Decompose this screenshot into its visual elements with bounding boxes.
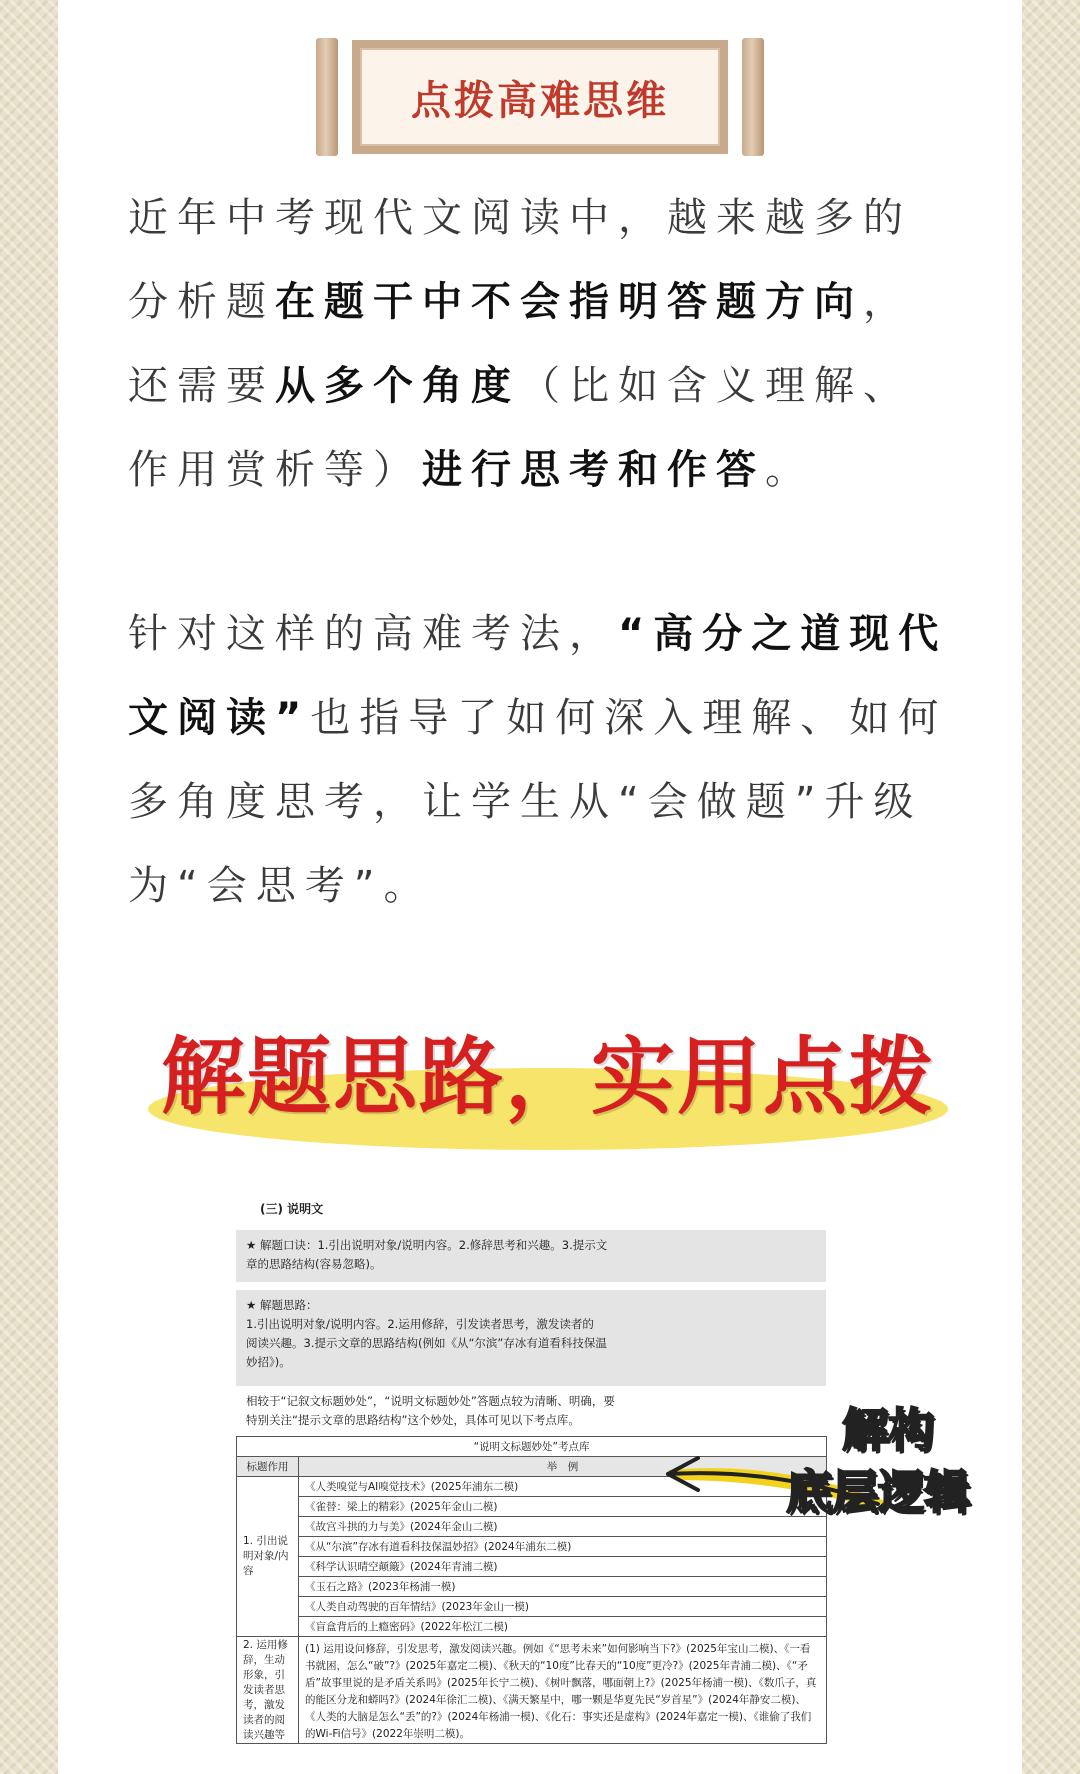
table-row <box>237 1537 827 1557</box>
row-group-label: 2. 运用修辞，生动形象，引发读者思考，激发读者的阅读兴趣等 <box>237 1637 299 1744</box>
body-line: 相较于“记叙文标题妙处”，“说明文标题妙处”答题点较为清晰、明确，要 <box>246 1394 615 1408</box>
table-cell: 《玉石之路》(2023年杨浦一模) <box>299 1577 827 1597</box>
table-header: 标题作用 <box>237 1457 299 1477</box>
table-cell: (1) 运用设问修辞，引发思考，激发阅读兴趣。例如《“思考未来”如何影响当下?》(2025年宝山二模)、《一看书就困，怎么“破”?》(2025年嘉定二模)、《秋天的“10度”比春天的“10度”更冷?》(2025年青浦二模)、《“矛盾”故事里说的是矛盾关系吗》(2025年长宁二模)、《树叶飘落，哪面朝上?》(2025年杨浦一模)、《数爪子，真的能区分龙和蟒吗?》(2024年徐汇二模)、《满天繁星中，哪一颗是华夏先民“岁首星”》(2024年静安二模)、《人类的大脑是怎么“丢”的?》(2024年杨浦一模)、《化石：事实还是虚构》(2024年嘉定一模)、《谁偷了我们的Wi-Fi信号》(2022年崇明二模)。 <box>299 1637 827 1744</box>
p2-text-a: 针对这样的高难考法， <box>128 611 618 657</box>
scan-body-text <box>236 1392 826 1430</box>
table-cell: 《人类嗅觉与AI嗅觉技术》(2025年浦东二模) <box>299 1477 827 1497</box>
banner-frame <box>352 40 728 154</box>
table-header: 举 例 <box>299 1457 827 1477</box>
paragraph-2 <box>128 592 948 928</box>
table-caption: “说明文标题妙处”考点库 <box>237 1437 827 1457</box>
table-cell: 《盲盒背后的上瘾密码》(2022年松江二模) <box>299 1617 827 1637</box>
right-border-pattern <box>1022 0 1080 1774</box>
p1-bold-b: 在题干中不会指明答题方向 <box>275 279 863 325</box>
tip-line: ★ 解题口诀：1.引出说明对象/说明内容。2.修辞思考和兴趣。3.提示文 <box>246 1238 608 1252</box>
headline: 解题思路，实用点拨 <box>160 1028 935 1126</box>
p1-text-g: 。 <box>765 447 814 493</box>
table-cell: 《科学认识晴空颠簸》(2024年青浦二模) <box>299 1557 827 1577</box>
table-row <box>237 1617 827 1637</box>
p2-text-c: 也指导了如何深入理解、如何多角度思考，让学生从“会做题”升级为“会思考”。 <box>128 695 948 909</box>
p1-bold-f: 进行思考和作答 <box>422 447 765 493</box>
table-row <box>237 1597 827 1617</box>
tip-box-approach <box>236 1290 826 1386</box>
scroll-rod-left <box>316 38 338 156</box>
callout-line-2: 底层逻辑 <box>786 1465 970 1519</box>
tip-line: 1.引出说明对象/说明内容。2.运用修辞，引发读者思考，激发读者的 <box>246 1317 594 1331</box>
section-banner <box>316 38 764 156</box>
article-page <box>58 0 1022 1774</box>
table-row <box>237 1577 827 1597</box>
p1-text-c: ，还需要 <box>128 279 912 409</box>
p1-text-e: （比如含义理解、作用赏析等） <box>128 363 912 493</box>
banner-inner <box>360 48 720 146</box>
table-cell: 《雀替：梁上的精彩》(2025年金山二模) <box>299 1497 827 1517</box>
table-row <box>237 1557 827 1577</box>
row-group-label: 1. 引出说明对象/内容 <box>237 1477 299 1637</box>
table-cell: 《人类自动驾驶的百年情结》(2023年金山一模) <box>299 1597 827 1617</box>
tip-line: 章的思路结构(容易忽略)。 <box>246 1257 382 1271</box>
callout-label <box>748 1394 1008 1544</box>
table-row <box>237 1517 827 1537</box>
callout-line-1: 解构 <box>842 1403 934 1457</box>
p1-bold-d: 从多个角度 <box>275 363 520 409</box>
left-border-pattern <box>0 0 58 1774</box>
paragraph-1 <box>128 176 948 512</box>
body-line: 特别关注“提示文章的思路结构”这个妙处，具体可见以下考点库。 <box>246 1413 580 1427</box>
table-cell: 《从“尔滨”存冰有道看科技保温妙招》(2024年浦东二模) <box>299 1537 827 1557</box>
scroll-rod-right <box>742 38 764 156</box>
scan-section-title: (三) 说明文 <box>260 1202 324 1216</box>
p1-text-a: 近年中考现代文阅读中，越来越多的分析题 <box>128 195 912 325</box>
p2-bold-b: “高分之道现代文阅读” <box>128 611 948 741</box>
tip-box-formula <box>236 1230 826 1282</box>
tip-line: 阅读兴趣。3.提示文章的思路结构(例如《从“尔滨”存冰有道看科技保温 <box>246 1336 607 1350</box>
table-cell: 《故宫斗拱的力与美》(2024年金山二模) <box>299 1517 827 1537</box>
tip-line: ★ 解题思路： <box>246 1298 318 1312</box>
table-row <box>237 1637 827 1744</box>
tip-line: 妙招》)。 <box>246 1355 291 1369</box>
section-title: 点拨高难思维 <box>411 77 669 124</box>
headline-block <box>148 1010 948 1150</box>
